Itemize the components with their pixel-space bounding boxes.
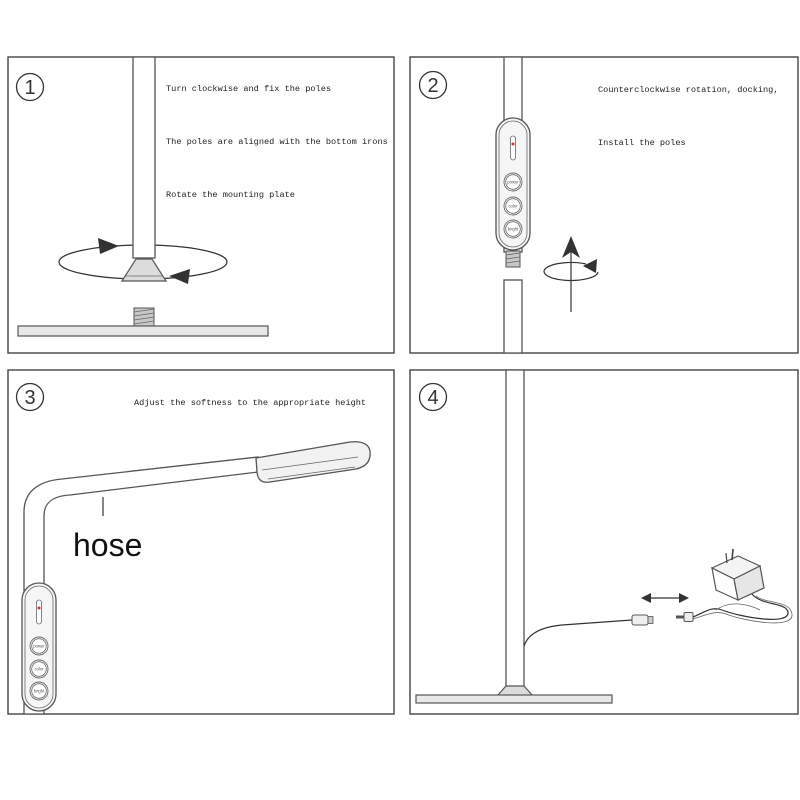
step-2-panel [410,57,798,353]
step-2-controller [496,118,530,250]
step-4-cable-socket [632,615,653,625]
step-2-threaded-stud [506,251,520,267]
step-2-number: 2 [427,75,439,97]
step-2-lower-pole [504,280,522,353]
adapter-prong [732,549,733,560]
step-3-frame [8,370,394,714]
controller-color-label: color [508,203,518,209]
controller-bright-button [504,220,522,238]
step-4-number: 4 [427,387,439,409]
step-1-base-plate [18,326,268,336]
step-1-line-2: The poles are aligned with the bottom irons [166,137,388,147]
step-3-line-1: Adjust the softness to the appropriate height [134,398,367,408]
controller-indicator-light [512,143,515,146]
controller-bright-button [30,682,48,700]
controller-power-button [504,173,522,191]
controller-power-label: power [33,643,45,649]
step-1-panel [8,57,394,353]
step-3-hose-label: hose [73,527,143,563]
step-3-panel [8,370,394,714]
controller-color-button [504,197,522,215]
step-4-base-plate [416,695,612,703]
step-1-frame [8,57,394,353]
controller-power-button [30,637,48,655]
controller-bright-label: bright [507,226,519,232]
step-4-panel [410,370,798,714]
controller-bright-label: bright [33,688,45,694]
step-1-line-1: Turn clockwise and fix the poles [166,84,332,94]
step-2-frame [410,57,798,353]
controller-indicator-slot [37,600,42,624]
controller-color-button [30,660,48,678]
controller-indicator-slot [511,136,516,160]
step-2-line-1: Counterclockwise rotation, docking, [598,85,779,95]
step-1-threaded-stud [134,308,154,326]
controller-color-label: color [34,666,44,672]
step-1-pole [133,57,155,258]
step-2-line-2: Install the poles [598,138,686,148]
controller-power-label: power [507,179,519,185]
step-4-pole [506,370,524,688]
step-1-line-3: Rotate the mounting plate [166,190,295,200]
step-1-number: 1 [24,77,36,99]
step-3-controller [22,583,56,711]
step-4-frame [410,370,798,714]
controller-indicator-light [38,607,41,610]
step-3-number: 3 [24,387,36,409]
